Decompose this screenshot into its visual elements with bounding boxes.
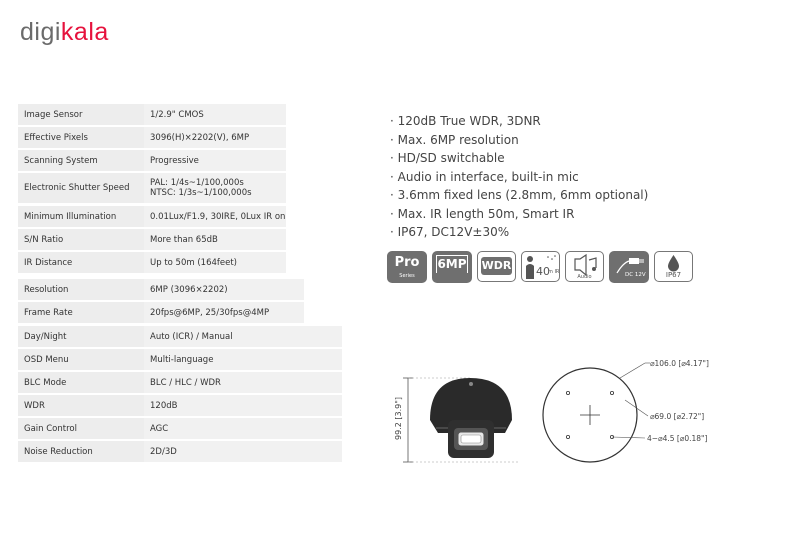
feature-item: · Max. 6MP resolution	[390, 132, 519, 147]
spec-value: Progressive	[144, 150, 286, 171]
spec-value: 6MP (3096×2202)	[144, 279, 304, 300]
wdr-icon	[477, 251, 516, 282]
spec-row-resolution	[18, 279, 304, 300]
6mp-icon	[432, 251, 472, 283]
spec-value: 20fps@6MP, 25/30fps@4MP	[144, 302, 304, 323]
ir-unit: m IR	[548, 269, 560, 275]
spec-value: Up to 50m (164feet)	[144, 252, 286, 273]
spec-value: More than 65dB	[144, 229, 286, 250]
spec-value-line-2: NTSC: 1/3s~1/100,000s	[150, 188, 252, 198]
ip67-icon	[654, 251, 693, 282]
spec-row-image-sensor	[18, 104, 286, 125]
feature-item: · Audio in interface, built-in mic	[390, 169, 579, 184]
mp-label: 6MP	[437, 257, 467, 271]
feature-item: · 120dB True WDR, 3DNR	[390, 114, 541, 128]
ir-number: 40	[536, 265, 550, 278]
dc12v-icon	[609, 251, 649, 283]
spec-label: Day/Night	[18, 326, 144, 347]
spec-label: Frame Rate	[18, 302, 144, 323]
spec-value-line-1: PAL: 1/4s~1/100,000s	[150, 178, 244, 188]
spec-row-sn-ratio	[18, 229, 286, 250]
spec-label: Scanning System	[18, 150, 144, 171]
spec-label: Image Sensor	[18, 104, 144, 125]
spec-value: 1/2.9" CMOS	[144, 104, 286, 125]
spec-label: OSD Menu	[18, 349, 144, 370]
audio-icon	[565, 251, 604, 282]
spec-row-scanning-system	[18, 150, 286, 171]
dimension-drawing	[390, 360, 800, 520]
spec-value	[144, 173, 286, 203]
spec-value: BLC / HLC / WDR	[144, 372, 342, 393]
feature-item: · IP67, DC12V±30%	[390, 225, 510, 239]
spec-row-effective-pixels	[18, 127, 286, 148]
pro-label: Pro	[394, 255, 420, 270]
dim-outer-diameter: ⌀106.0 [⌀4.17"]	[650, 360, 709, 368]
spec-value: 3096(H)×2202(V), 6MP	[144, 127, 286, 148]
spec-label: Noise Reduction	[18, 441, 144, 462]
feature-item: · 3.6mm fixed lens (2.8mm, 6mm optional)	[390, 188, 649, 202]
spec-value: Auto (ICR) / Manual	[144, 326, 342, 347]
spec-row-osd-menu	[18, 349, 342, 370]
spec-row-blc-mode	[18, 372, 342, 393]
spec-label: Minimum Illumination	[18, 206, 144, 227]
ir-distance-icon	[521, 251, 560, 282]
logo-part-2: kala	[60, 18, 109, 46]
spec-row-shutter-speed	[18, 173, 286, 203]
spec-row-wdr	[18, 395, 342, 416]
spec-label: Electronic Shutter Speed	[18, 173, 144, 203]
pro-series-icon	[387, 251, 427, 283]
spec-label: BLC Mode	[18, 372, 144, 393]
dim-mount-diameter: ⌀69.0 [⌀2.72"]	[650, 412, 705, 421]
feature-icons	[387, 251, 693, 283]
logo-part-1: digi	[20, 18, 61, 46]
spec-row-min-illumination	[18, 206, 286, 227]
spec-row-noise-reduction	[18, 441, 342, 462]
feature-item: · HD/SD switchable	[390, 151, 505, 165]
spec-label: Effective Pixels	[18, 127, 144, 148]
spec-label: S/N Ratio	[18, 229, 144, 250]
audio-label: Audio	[577, 274, 592, 280]
spec-row-gain-control	[18, 418, 342, 439]
dc-label: DC 12V	[625, 272, 646, 278]
ip-label: IP67	[665, 271, 682, 279]
digikala-logo[interactable]	[20, 18, 109, 47]
spec-row-frame-rate	[18, 302, 304, 323]
spec-row-ir-distance	[18, 252, 286, 273]
spec-label: WDR	[18, 395, 144, 416]
series-label: Series	[399, 273, 415, 279]
spec-value: 120dB	[144, 395, 342, 416]
wdr-label: WDR	[481, 259, 512, 272]
spec-value: AGC	[144, 418, 342, 439]
height-label: 99.2 [3.9"]	[394, 397, 403, 440]
spec-value: 2D/3D	[144, 441, 342, 462]
feature-list	[390, 112, 648, 242]
spec-label: Gain Control	[18, 418, 144, 439]
feature-item: · Max. IR length 50m, Smart IR	[390, 206, 575, 221]
spec-value: 0.01Lux/F1.9, 30IRE, 0Lux IR on	[144, 206, 286, 227]
spec-row-day-night	[18, 326, 342, 347]
spec-value: Multi-language	[144, 349, 342, 370]
dim-hole-diameter: 4−⌀4.5 [⌀0.18"]	[647, 434, 708, 443]
spec-label: IR Distance	[18, 252, 144, 273]
spec-label: Resolution	[18, 279, 144, 300]
